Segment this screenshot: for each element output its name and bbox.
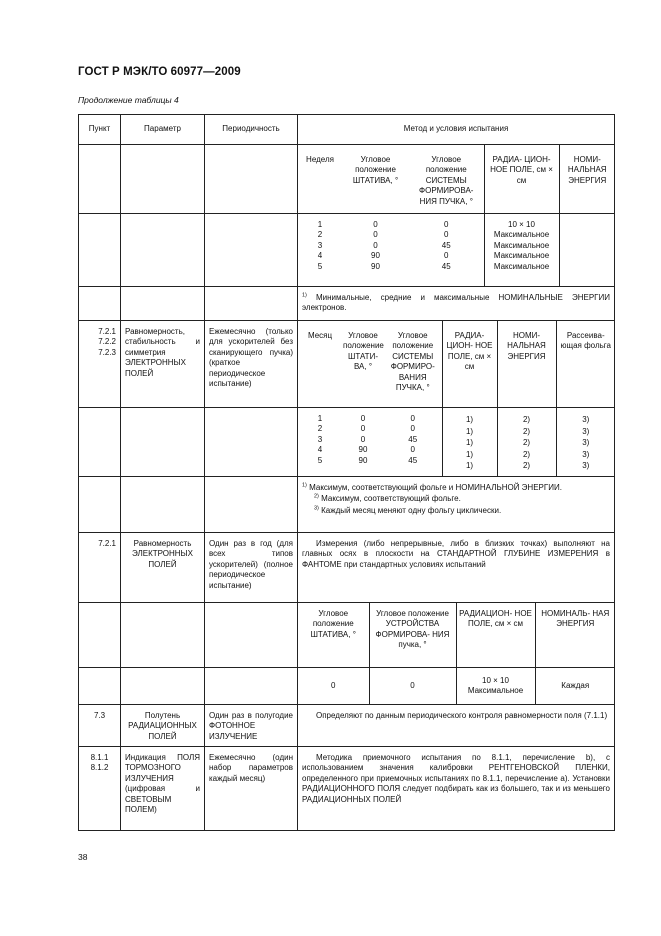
table-row xyxy=(79,533,615,603)
field-column: 1) 1) 1) 1) 1) xyxy=(442,408,497,476)
beam-column: 0 0 45 0 45 xyxy=(408,414,418,465)
table-row xyxy=(79,668,615,705)
subheader-energy: НОМИНАЛЬ- НАЯ ЭНЕРГИЯ xyxy=(535,603,615,667)
energy-value: Каждая xyxy=(535,668,615,704)
subheader-month: Месяц xyxy=(307,331,333,340)
table-continuation-label: Продолжение таблицы 4 xyxy=(78,95,179,105)
week-column: 1 2 3 4 5 xyxy=(317,220,323,271)
header-clause: Пункт xyxy=(79,115,121,145)
header-frequency: Периодичность xyxy=(205,115,298,145)
yearly-subheader xyxy=(298,603,615,667)
frequency-text: Ежемесячно (один набор параметров каждый месяц) xyxy=(205,747,298,831)
monthly-subheader xyxy=(298,321,615,407)
footnote-1: $^{1)}$ Максимум, соответствующий фольге и НОМИНАЛЬНОЙ ЭНЕРГИИ. xyxy=(302,482,562,492)
parameter-name: Равномерность, стабильность и симметрия ЭЛЕКТРОННЫХ ПОЛЕЙ xyxy=(121,321,205,408)
table-row xyxy=(79,408,615,477)
yearly-values xyxy=(298,668,615,704)
table-row xyxy=(79,477,615,533)
gantry-column: 0 0 0 90 90 xyxy=(358,414,368,465)
subheader-gantry: Угловое положение ШТАТИВА, ° xyxy=(352,155,399,185)
clause-number: 7.2.1 xyxy=(79,533,121,603)
beam-device-value: 0 xyxy=(369,668,456,704)
monthly-footnotes xyxy=(298,477,615,533)
method-text: Методика приемочного испытания по 8.1.1, перечисление b), с использованием значения калибровки РЕНТГЕНОВСКОЙ ПЛЕНКИ, определенного при приемочных испытаниях по 8.1.1, перечисление а). Установки РАДИАЦИОННОГО ПОЛЯ следует подбирать как из большего, так и из меньшего РАДИАЦИОННЫХ ПОЛЕЙ xyxy=(298,747,615,831)
header-method: Метод и условия испытания xyxy=(298,115,615,145)
field-column: 10 × 10 Максимальное Максимальное Максимальное Максимальное xyxy=(484,214,559,286)
method-text: Определяют по данным периодического контроля равномерности поля (7.1.1) xyxy=(298,705,615,747)
weekly-values xyxy=(298,214,615,286)
subheader-beam-device: Угловое положение УСТРОЙСТВА ФОРМИРОВА- НИЯ пучка, ° xyxy=(369,603,456,667)
table-row xyxy=(79,603,615,668)
beam-column: 0 0 45 0 45 xyxy=(441,220,451,271)
clause-number: 7.3 xyxy=(79,705,121,747)
energy-column: 2) 2) 2) 2) 2) xyxy=(497,408,556,476)
energy-column xyxy=(559,214,615,286)
table-row xyxy=(79,747,615,831)
document-title: ГОСТ Р МЭК/ТО 60977—2009 xyxy=(78,66,241,78)
header-parameter: Параметр xyxy=(121,115,205,145)
foil-column: 3) 3) 3) 3) 3) xyxy=(556,408,615,476)
monthly-values xyxy=(298,408,615,476)
weekly-subheader xyxy=(298,145,615,213)
subheader-gantry: Угловое положение ШТАТИ- ВА, ° xyxy=(343,331,384,372)
frequency-text: Один раз в полугодие ФОТОННОЕ ИЗЛУЧЕНИЕ xyxy=(205,705,298,747)
subheader-energy: НОМИ- НАЛЬНАЯ ЭНЕРГИЯ xyxy=(497,321,556,407)
gantry-value: 0 xyxy=(331,680,336,690)
clause-number: 8.1.1 8.1.2 xyxy=(79,747,121,831)
frequency-text: Ежемесячно (только для ускорителей без сканирующего пучка) (краткое периодическое испытание) xyxy=(205,321,298,408)
table-row xyxy=(79,321,615,408)
table-row xyxy=(79,705,615,747)
subheader-beam: Угловое положение СИСТЕМЫ ФОРМИРОВА- НИЯ ПУЧКА, ° xyxy=(419,155,474,206)
month-column: 1 2 3 4 5 xyxy=(317,414,323,465)
parameter-name: Полутень РАДИАЦИОННЫХ ПОЛЕЙ xyxy=(121,705,205,747)
gantry-column: 0 0 0 90 90 xyxy=(371,220,380,271)
table-row xyxy=(79,214,615,287)
subheader-beam: Угловое положение СИСТЕМЫ ФОРМИРО- ВАНИЯ ПУЧКА, ° xyxy=(390,331,435,392)
footnote-3: $^{3)}$ Каждый месяц меняют одну фольгу циклически. xyxy=(314,505,502,515)
table-row xyxy=(79,145,615,214)
subheader-week: Неделя xyxy=(306,155,334,164)
method-text: Измерения (либо непрерывные, либо в близких точках) выполняют на главных осях в плоскости на СТАНДАРТНОЙ ГЛУБИНЕ ИЗМЕРЕНИЯ в ФАНТОМЕ при стандартных условиях испытаний xyxy=(298,533,615,603)
specification-table xyxy=(78,114,615,831)
table-header-row xyxy=(79,115,615,145)
subheader-gantry: Угловое положение ШТАТИВА, ° xyxy=(310,609,356,639)
parameter-name: Равномерность ЭЛЕКТРОННЫХ ПОЛЕЙ xyxy=(121,533,205,603)
table-row xyxy=(79,287,615,321)
subheader-energy: НОМИ- НАЛЬНАЯ ЭНЕРГИЯ xyxy=(559,145,615,213)
field-value: 10 × 10 Максимальное xyxy=(456,668,535,704)
subheader-field: РАДИА- ЦИОН- НОЕ ПОЛЕ, см × см xyxy=(442,321,497,407)
subheader-field: РАДИА- ЦИОН- НОЕ ПОЛЕ, см × см xyxy=(484,145,559,213)
page-number: 38 xyxy=(78,852,88,862)
clause-number: 7.2.1 7.2.2 7.2.3 xyxy=(79,321,121,408)
footnote-2: $^{2)}$ Максимум, соответствующий фольге. xyxy=(314,493,461,504)
frequency-text: Один раз в год (для всех типов ускорителей) (полное периодическое испытание) xyxy=(205,533,298,603)
parameter-name: Индикация ПОЛЯ ТОРМОЗНОГО ИЗЛУЧЕНИЯ (цифровая и СВЕТОВЫМ ПОЛЕМ) xyxy=(121,747,205,831)
weekly-footnote: $^{1)}$ Минимальные, средние и максимальные НОМИНАЛЬНЫЕ ЭНЕРГИИ электронов. xyxy=(298,287,615,321)
subheader-foil: Рассеива- ющая фольга xyxy=(556,321,615,407)
subheader-field: РАДИАЦИОН- НОЕ ПОЛЕ, см × см xyxy=(456,603,535,667)
